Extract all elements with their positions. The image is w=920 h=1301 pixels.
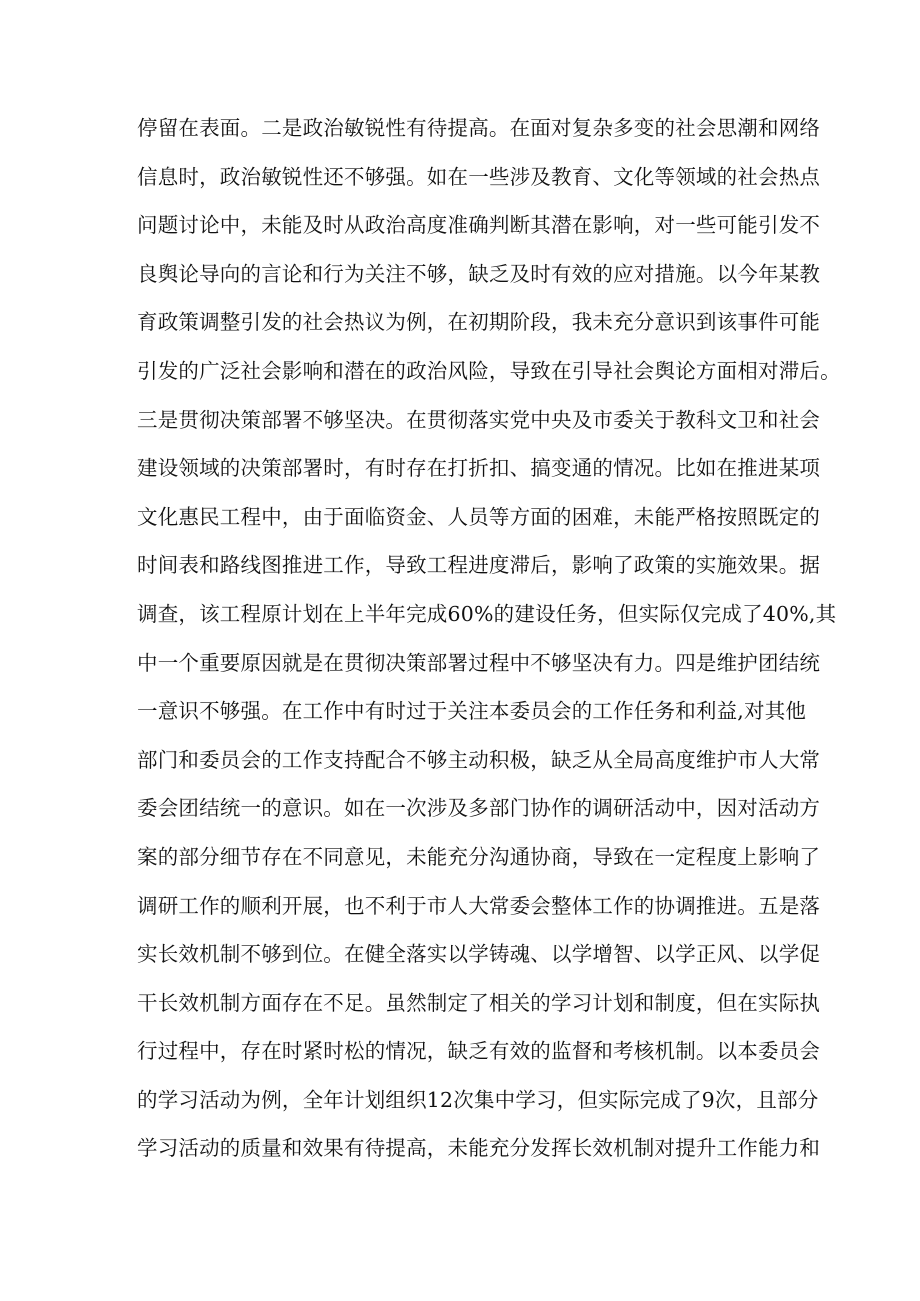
text-line: 育政策调整引发的社会热议为例，在初期阶段，我未充分意识到该事件可能 [137,310,821,335]
text-line: 的学习活动为例，全年计划组织12次集中学习，但实际完成了9次，且部分 [137,1087,819,1112]
text-line: 问题讨论中，未能及时从政治高度准确判断其潜在影响，对一些可能引发不 [137,213,821,238]
body-text [137,104,841,1173]
text-line: 干长效机制方面存在不足。虽然制定了相关的学习计划和制度，但在实际执 [137,990,821,1015]
text-line: 中一个重要原因就是在贯彻决策部署过程中不够坚决有力。四是维护团结统 [137,650,821,675]
text-line: 调查，该工程原计划在上半年完成60%的建设任务，但实际仅完成了40%,其 [137,601,837,626]
text-line: 案的部分细节存在不同意见，未能充分沟通协商，导致在一定程度上影响了 [137,844,821,869]
text-line: 建设领域的决策部署时，有时存在打折扣、搞变通的情况。比如在推进某项 [137,456,821,481]
text-line: 三是贯彻决策部署不够坚决。在贯彻落实党中央及市委关于教科文卫和社会 [137,407,821,432]
text-line: 实长效机制不够到位。在健全落实以学铸魂、以学增智、以学正风、以学促 [137,942,821,967]
text-line: 停留在表面。二是政治敏锐性有待提高。在面对复杂多变的社会思潮和网络 [137,116,821,140]
text-line: 行过程中，存在时紧时松的情况，缺乏有效的监督和考核机制。以本委员会 [137,1039,821,1064]
text-line: 信息时，政治敏锐性还不够强。如在一些涉及教育、文化等领域的社会热点 [137,164,821,189]
text-line: 良舆论导向的言论和行为关注不够，缺乏及时有效的应对措施。以今年某教 [137,261,821,286]
text-line: 时间表和路线图推进工作，导致工程进度滞后，影响了政策的实施效果。据 [137,553,821,578]
text-line: 文化惠民工程中，由于面临资金、人员等方面的困难，未能严格按照既定的 [137,504,821,529]
text-line: 一意识不够强。在工作中有时过于关注本委员会的工作任务和利益,对其他 [137,699,807,724]
text-line: 部门和委员会的工作支持配合不够主动积极，缺乏从全局高度维护市人大常 [137,747,821,772]
text-line: 学习活动的质量和效果有待提高，未能充分发挥长效机制对提升工作能力和 [137,1136,821,1161]
text-line: 引发的广泛社会影响和潜在的政治风险，导致在引导社会舆论方面相对滞后。 [137,358,841,383]
text-line: 委会团结统一的意识。如在一次涉及多部门协作的调研活动中，因对活动方 [137,796,821,821]
text-line: 调研工作的顺利开展，也不利于市人大常委会整体工作的协调推进。五是落 [137,893,821,918]
